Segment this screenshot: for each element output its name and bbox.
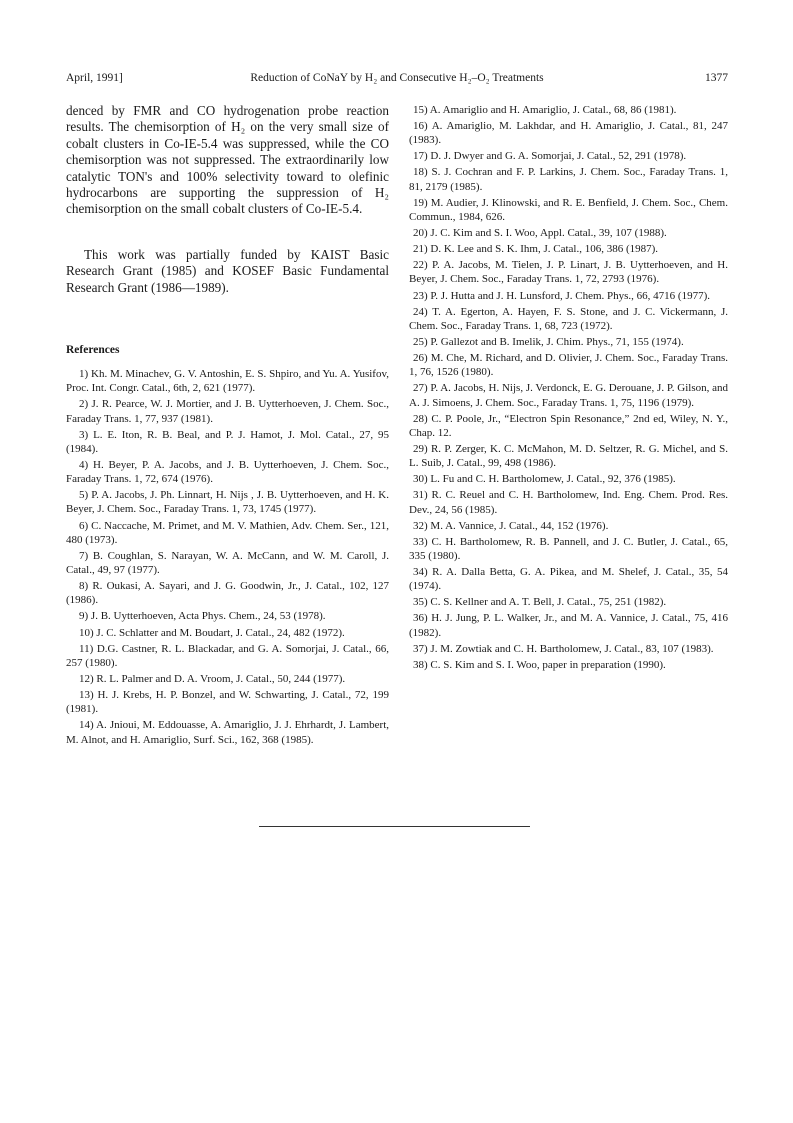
- reference-item: 7) B. Coughlan, S. Narayan, W. A. McCann, and W. M. Caroll, J. Catal., 49, 97 (1977).: [66, 549, 389, 577]
- reference-item: 35) C. S. Kellner and A. T. Bell, J. Catal., 75, 251 (1982).: [413, 596, 667, 609]
- reference-item: 18) S. J. Cochran and F. P. Larkins, J. Chem. Soc., Faraday Trans. 1, 81, 2179 (1985).: [409, 166, 728, 193]
- references-heading: References: [66, 344, 120, 357]
- end-rule: [259, 826, 530, 827]
- reference-item: 9) J. B. Uytterhoeven, Acta Phys. Chem., 24, 53 (1978).: [79, 610, 326, 623]
- reference-list-right: [409, 103, 728, 672]
- reference-item: 13) H. J. Krebs, H. P. Bonzel, and W. Schwarting, J. Catal., 72, 199 (1981).: [66, 689, 389, 716]
- reference-item: 26) M. Che, M. Richard, and D. Olivier, J. Chem. Soc., Faraday Trans. 1, 76, 1526 (1980).: [409, 352, 728, 379]
- reference-item: 11) D.G. Castner, R. L. Blackadar, and G. A. Somorjai, J. Catal., 66, 257 (1980).: [66, 642, 389, 669]
- reference-item: 6) C. Naccache, M. Primet, and M. V. Mathien, Adv. Chem. Ser., 121, 480 (1973).: [66, 519, 389, 546]
- reference-item: 22) P. A. Jacobs, M. Tielen, J. P. Linart, J. B. Uytterhoeven, and H. Beyer, J. Chem. Soc., Faraday Trans. 1, 72, 2793 (1976).: [409, 259, 728, 286]
- reference-item: 31) R. C. Reuel and C. H. Bartholomew, Ind. Eng. Chem. Prod. Res. Dev., 24, 56 (1985).: [409, 489, 728, 516]
- page-number: 1377: [705, 72, 728, 84]
- reference-item: 1) Kh. M. Minachev, G. V. Antoshin, E. S. Shpiro, and Yu. A. Yusifov, Proc. Int. Congr. Catal., 6th, 2, 621 (1977).: [66, 368, 389, 395]
- reference-item: 32) M. A. Vannice, J. Catal., 44, 152 (1976).: [413, 519, 609, 532]
- reference-item: 5) P. A. Jacobs, J. Ph. Linnart, H. Nijs , J. B. Uytterhoeven, and H. K. Beyer, J. Chem. Soc., Faraday Trans. 1, 73, 1745 (1977).: [66, 489, 389, 516]
- reference-item: 25) P. Gallezot and B. Imelik, J. Chim. Phys., 71, 155 (1974).: [413, 335, 684, 348]
- reference-item: 3) L. E. Iton, R. B. Beal, and P. J. Hamot, J. Mol. Catal., 27, 95 (1984).: [66, 428, 389, 455]
- reference-item: 33) C. H. Bartholomew, R. B. Pannell, and J. C. Butler, J. Catal., 65, 335 (1980).: [409, 535, 728, 562]
- reference-item: 4) H. Beyer, P. A. Jacobs, and J. B. Uytterhoeven, J. Chem. Soc., Faraday Trans. 1, 72, 674 (1976).: [66, 458, 389, 486]
- reference-list-left: [66, 367, 389, 747]
- header-title: Reduction of CoNaY by H₂ and Consecutive H₂–O₂ Treatments: [250, 72, 544, 84]
- running-header: [66, 72, 728, 88]
- reference-item: 29) R. P. Zerger, K. C. McMahon, M. D. Seltzer, R. G. Michel, and S. L. Suib, J. Catal., 99, 498 (1986).: [409, 442, 728, 470]
- reference-item: 34) R. A. Dalla Betta, G. A. Pikea, and M. Shelef, J. Catal., 35, 54 (1974).: [409, 566, 728, 593]
- reference-item: 8) R. Oukasi, A. Sayari, and J. G. Goodwin, Jr., J. Catal., 102, 127 (1986).: [66, 580, 389, 607]
- acknowledgment: This work was partially funded by KAIST Basic Research Grant (1985) and KOSEF Basic Fundamental Research Grant (1986—1989).: [66, 246, 389, 295]
- right-column: [409, 103, 728, 674]
- header-date: April, 1991]: [66, 72, 123, 84]
- reference-item: 17) D. J. Dwyer and G. A. Somorjai, J. Catal., 52, 291 (1978).: [413, 150, 687, 163]
- reference-item: 19) M. Audier, J. Klinowski, and R. E. Benfield, J. Chem. Soc., Chem. Commun., 1984, 626.: [409, 196, 728, 223]
- reference-item: 37) J. M. Zowtiak and C. H. Bartholomew, J. Catal., 83, 107 (1983).: [413, 642, 714, 655]
- reference-item: 2) J. R. Pearce, W. J. Mortier, and J. B. Uytterhoeven, J. Chem. Soc., Faraday Trans. 1, 77, 937 (1981).: [66, 398, 389, 425]
- reference-item: 36) H. J. Jung, P. L. Walker, Jr., and M. A. Vannice, J. Catal., 75, 416 (1982).: [409, 612, 728, 639]
- left-column: [66, 103, 389, 749]
- reference-item: 16) A. Amariglio, M. Lakhdar, and H. Amariglio, J. Catal., 81, 247 (1983).: [409, 120, 728, 147]
- reference-item: 21) D. K. Lee and S. K. Ihm, J. Catal., 106, 386 (1987).: [413, 243, 659, 256]
- reference-item: 38) C. S. Kim and S. I. Woo, paper in preparation (1990).: [413, 658, 666, 671]
- reference-item: 10) J. C. Schlatter and M. Boudart, J. Catal., 24, 482 (1972).: [79, 626, 345, 639]
- reference-item: 23) P. J. Hutta and J. H. Lunsford, J. Chem. Phys., 66, 4716 (1977).: [413, 289, 710, 302]
- reference-item: 14) A. Jnioui, M. Eddouasse, A. Amariglio, J. J. Ehrhardt, J. Lambert, M. Alnot, and H. Amariglio, Surf. Sci., 162, 368 (1985).: [66, 719, 389, 746]
- reference-item: 27) P. A. Jacobs, H. Nijs, J. Verdonck, E. G. Derouane, J. P. Gilson, and A. J. Simoens, J. Chem. Soc., Faraday Trans. 1, 75, 1196 (1979).: [409, 382, 728, 409]
- reference-item: 24) T. A. Egerton, A. Hayen, F. S. Stone, and J. C. Vickermann, J. Chem. Soc., Faraday Trans. 1, 68, 723 (1972).: [409, 305, 728, 332]
- reference-item: 30) L. Fu and C. H. Bartholomew, J. Catal., 92, 376 (1985).: [413, 473, 676, 486]
- body-paragraph: denced by FMR and CO hydrogenation probe reaction results. The chemisorption of H₂ on the very small size of cobalt clusters in Co-IE-5.4 was suppressed, while the CO chemisorption was not suppressed. The extraordinarily low catalytic TON's and 100% selectivity toward to olefinic hydrocarbons are supporting the suppression of H₂ chemisorption on the small cobalt clusters of Co-IE-5.4.: [66, 103, 389, 217]
- reference-item: 20) J. C. Kim and S. I. Woo, Appl. Catal., 39, 107 (1988).: [413, 227, 667, 240]
- reference-item: 12) R. L. Palmer and D. A. Vroom, J. Catal., 50, 244 (1977).: [79, 672, 346, 685]
- reference-item: 15) A. Amariglio and H. Amariglio, J. Catal., 68, 86 (1981).: [413, 104, 677, 116]
- reference-item: 28) C. P. Poole, Jr., “Electron Spin Resonance,” 2nd ed, Wiley, N. Y., Chap. 12.: [409, 412, 728, 439]
